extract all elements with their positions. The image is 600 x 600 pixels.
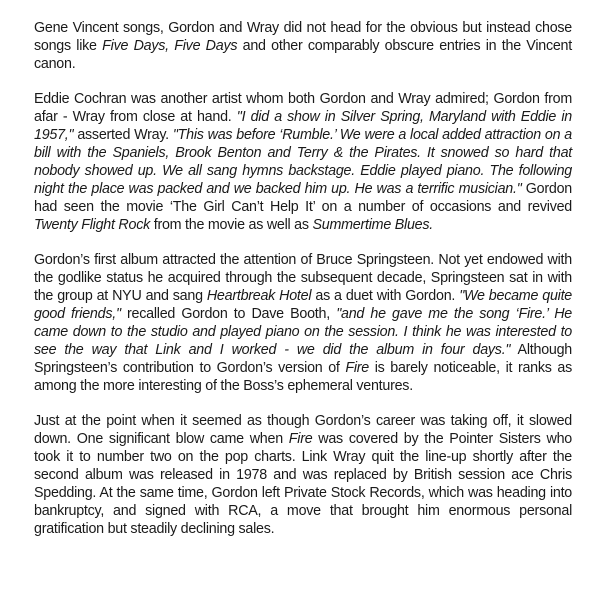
text-segment: Gordon had seen the movie ‘The Girl Can’t Help It’ on a number of occasions and revived [34,181,572,215]
paragraph-1 [34,19,572,73]
italic-text-segment: Five Days, Five Days [102,38,238,54]
text-segment: asserted Wray. [73,127,173,143]
text-segment: is barely noticeable, it ranks as among the more interesting of the Boss’s ephemeral ventures. [34,360,572,394]
text-segment: Eddie Cochran was another artist whom both Gordon and Wray admired; Gordon from afar - Wray from close at hand. [34,91,572,125]
italic-text-segment: Fire [345,360,369,376]
paragraph-2 [34,90,572,234]
text-segment: Gene Vincent songs, Gordon and Wray did not head for the obvious but instead chose songs like [34,20,572,54]
text-segment: Gordon’s first album attracted the attention of Bruce Springsteen. Not yet endowed with the godlike status he acquired through the subsequent decade, Springsteen sat in with the group at NYU and sang [34,252,572,304]
italic-text-segment: Heartbreak Hotel [206,288,312,304]
italic-text-segment: Twenty Flight Rock [34,217,150,233]
paragraph-4 [34,412,572,538]
italic-text-segment: Summertime Blues. [312,217,433,233]
italic-text-segment: "This was before ‘Rumble.’ We were a local added attraction on a bill with the Spaniels, Brook Benton and Terry & the Pirates. It snowed so hard that nobody showed up. We all sang hymns backstage. Eddie played piano. The following night the place was packed and we backed him up. He was a terrific musician." [34,127,572,197]
italic-text-segment: "and he gave me the song ‘Fire.’ He came down to the studio and played piano on the session. I think he was interested to see the way that Link and I worked - we did the album in four days." [34,306,572,358]
text-segment: from the movie as well as [150,217,313,233]
text-segment: and other comparably obscure entries in the Vincent canon. [34,38,572,72]
text-segment: Just at the point when it seemed as though Gordon’s career was taking off, it slowed down. One significant blow came when [34,413,572,447]
text-segment: as a duet with Gordon. [311,288,460,304]
italic-text-segment: "We became quite good friends," [34,288,572,322]
italic-text-segment: "I did a show in Silver Spring, Maryland with Eddie in 1957," [34,109,572,143]
paragraph-3 [34,251,572,395]
italic-text-segment: Fire [288,431,313,447]
text-segment: was covered by the Pointer Sisters who took it to number two on the pop charts. Link Wray quit the line-up shortly after the second album was released in 1978 and was replaced by British session ace Chris Spedding. At the same time, Gordon left Private Stock Records, which was heading into bankruptcy, and signed with RCA, a move that brought him enormous personal gratification but steadily declining sales. [34,431,572,537]
text-segment: Although Springsteen’s contribution to Gordon’s version of [34,342,572,376]
text-segment: recalled Gordon to Dave Booth, [120,306,337,322]
